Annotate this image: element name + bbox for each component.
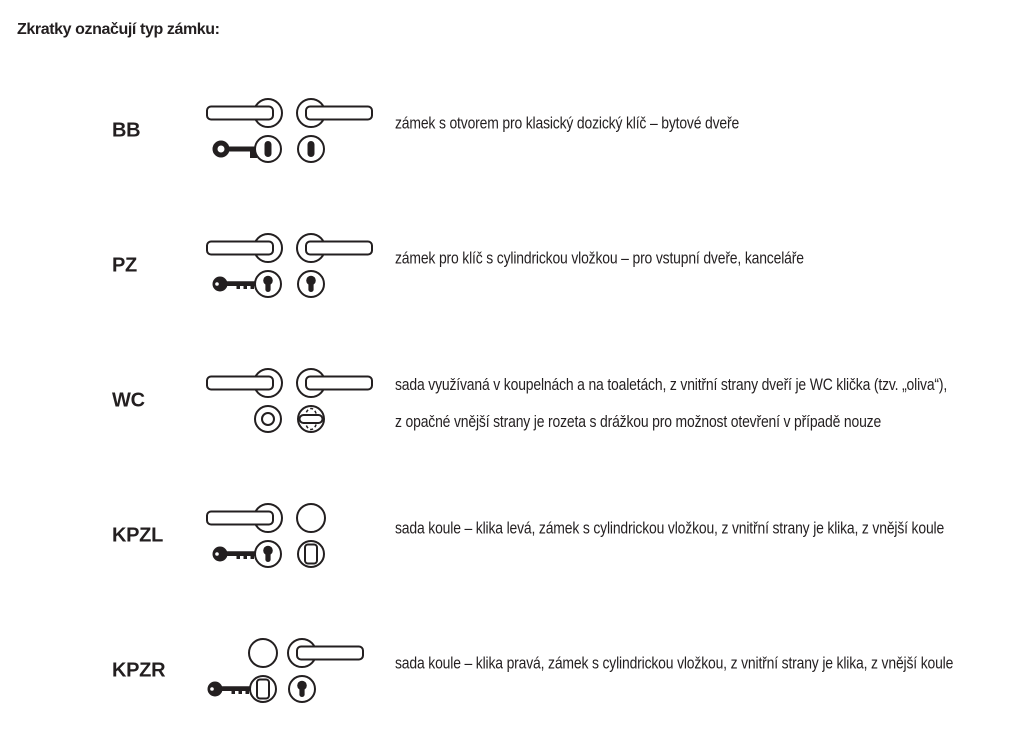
lever-handle-right-icon (297, 99, 372, 127)
cylinder-keyhole-escutcheon-icon (255, 541, 281, 567)
wc-oliva-rosette-icon (298, 406, 324, 432)
description-line: zámek s otvorem pro klasický dozický klíč – bytové dveře (395, 113, 740, 133)
lock-type-row-wc (0, 351, 1011, 451)
kpzl-lockset-icon (205, 502, 375, 574)
lever-handle-right-icon (297, 234, 372, 262)
lever-handle-right-icon (297, 369, 372, 397)
groove-rosette-icon (255, 406, 281, 432)
cylinder-keyhole-escutcheon-icon (298, 271, 324, 297)
pz-lockset-icon (205, 232, 375, 304)
lever-handle-left-icon (207, 234, 282, 262)
classic-bit-key-icon (215, 143, 257, 158)
description-line: sada využívaná v koupelnách a na toaletách, z vnitřní strany dveří je WC klička (tzv. „oliva“), (395, 375, 948, 394)
lever-handle-left-icon (207, 99, 282, 127)
kpzr-lockset-icon (205, 637, 375, 709)
knob-icon (249, 639, 277, 667)
lock-description (395, 240, 804, 277)
wc-lockset-icon (205, 367, 375, 439)
lock-code-label: BB (112, 119, 141, 142)
cylinder-keyhole-escutcheon-icon (255, 271, 281, 297)
description-line: sada koule – klika levá, zámek s cylindrickou vložkou, z vnitřní strany je klika, z vnější koule (395, 518, 945, 538)
description-line: zámek pro klíč s cylindrickou vložkou – pro vstupní dveře, kanceláře (395, 248, 804, 268)
bb-lockset-icon (205, 97, 375, 169)
lock-code-label: WC (112, 389, 145, 412)
knob-icon (297, 504, 325, 532)
lock-description (395, 105, 739, 142)
cylinder-key-icon (213, 277, 259, 292)
knob-escutcheon-icon (298, 541, 324, 567)
cylinder-key-icon (208, 682, 254, 697)
lever-handle-left-icon (207, 504, 282, 532)
lock-description (395, 645, 953, 682)
lever-handle-right-icon (288, 639, 363, 667)
cylinder-key-icon (213, 547, 259, 562)
page-title: Zkratky označují typ zámku: (17, 21, 220, 38)
lock-code-label: KPZR (112, 659, 166, 682)
bb-keyhole-escutcheon-icon (255, 136, 281, 162)
lock-code-label: KPZL (112, 524, 164, 547)
description-line: sada koule – klika pravá, zámek s cylindrickou vložkou, z vnitřní strany je klika, z vnější koule (395, 653, 954, 673)
bb-keyhole-escutcheon-icon (298, 136, 324, 162)
lock-type-row-bb (0, 81, 1011, 181)
description-line: z opačné vnější strany je rozeta s drážkou pro možnost otevření v případě nouze (395, 412, 882, 431)
lock-type-row-kpzl (0, 486, 1011, 586)
lock-type-row-pz (0, 216, 1011, 316)
lock-description (395, 366, 947, 440)
lock-type-row-kpzr (0, 621, 1011, 721)
lock-code-label: PZ (112, 254, 137, 277)
lock-description (395, 510, 944, 547)
knob-escutcheon-icon (250, 676, 276, 702)
lever-handle-left-icon (207, 369, 282, 397)
cylinder-keyhole-escutcheon-icon (289, 676, 315, 702)
